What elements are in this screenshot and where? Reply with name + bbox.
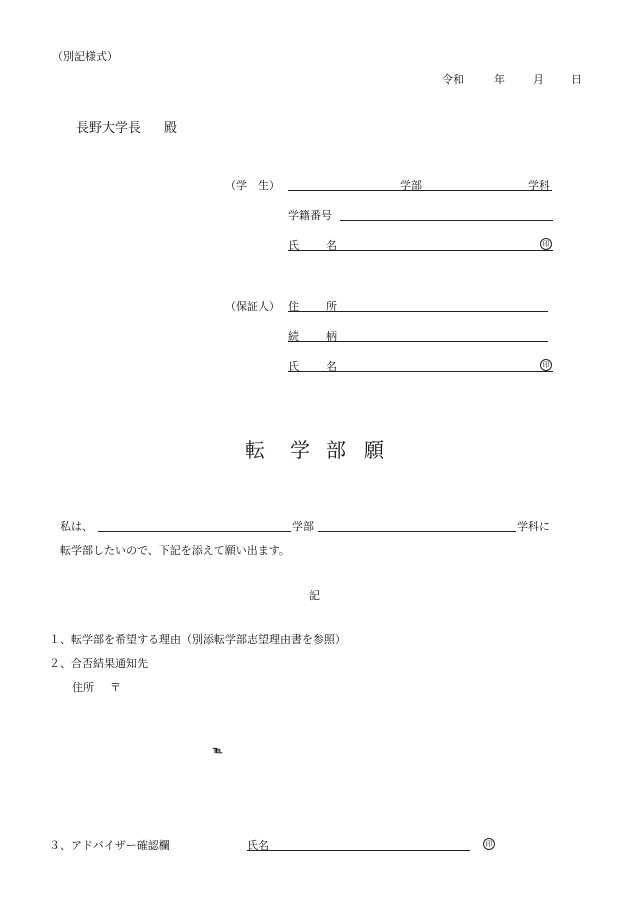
body-line-2: 転学部したいので、下記を添えて願い出ます。 — [60, 544, 290, 557]
student-name-line[interactable] — [288, 250, 553, 251]
date-month-label: 月 — [533, 73, 544, 86]
student-label: （学 生） — [225, 179, 280, 192]
item-1-reason: １、転学部を希望する理由（別添転学部志望理由書を参照） — [49, 633, 346, 646]
ki-mark: 記 — [309, 589, 320, 602]
guarantor-name-line[interactable] — [288, 371, 553, 372]
postal-mark: 〒 — [110, 681, 121, 694]
notification-address-label: 住所 — [72, 681, 94, 694]
student-id-label: 学籍番号 — [288, 209, 332, 222]
addressee-honorific: 殿 — [164, 121, 178, 136]
guarantor-label: （保証人） — [225, 300, 280, 313]
body-prefix: 私は、 — [60, 520, 93, 533]
item-3-advisor: ３、アドバイザー確認欄 — [49, 839, 170, 852]
title-char-2: 学 — [290, 438, 310, 462]
date-day-label: 日 — [571, 73, 582, 86]
student-id-line[interactable] — [340, 220, 553, 221]
body-department-line[interactable] — [318, 531, 516, 532]
addressee-name: 長野大学長 — [76, 121, 142, 136]
body-faculty-label: 学部 — [292, 520, 314, 533]
student-department-label: 学科 — [528, 179, 550, 192]
advisor-name-line[interactable] — [247, 850, 470, 851]
guarantor-address-label-1: 住 — [288, 300, 299, 313]
date-year-label: 年 — [494, 73, 505, 86]
advisor-name-label: 氏名 — [247, 839, 269, 852]
title-char-4: 願 — [364, 438, 384, 462]
student-faculty-label: 学部 — [400, 179, 422, 192]
guarantor-address-label-2: 所 — [326, 300, 337, 313]
title-char-3: 部 — [326, 438, 346, 462]
advisor-seal-mark: 印 — [483, 838, 495, 850]
body-department-suffix: 学科に — [517, 520, 550, 533]
student-faculty-line[interactable] — [288, 190, 552, 191]
guarantor-address-line[interactable] — [288, 311, 548, 312]
guarantor-relation-label-1: 続 — [288, 330, 299, 343]
guarantor-relation-label-2: 柄 — [326, 330, 337, 343]
body-faculty-line[interactable] — [98, 531, 291, 532]
student-seal-mark: 印 — [540, 238, 552, 250]
guarantor-name-label-2: 名 — [326, 360, 337, 373]
student-name-label-1: 氏 — [288, 239, 299, 252]
form-style-note: （別記様式） — [52, 50, 118, 63]
student-name-label-2: 名 — [326, 239, 337, 252]
guarantor-relation-line[interactable] — [288, 341, 548, 342]
date-era: 令和 — [442, 73, 464, 86]
guarantor-seal-mark: 印 — [540, 359, 552, 371]
tel-mark: ℡ — [213, 746, 223, 756]
title-char-1: 転 — [245, 438, 265, 462]
guarantor-name-label-1: 氏 — [288, 360, 299, 373]
item-2-notification: ２、合否結果通知先 — [49, 657, 148, 670]
